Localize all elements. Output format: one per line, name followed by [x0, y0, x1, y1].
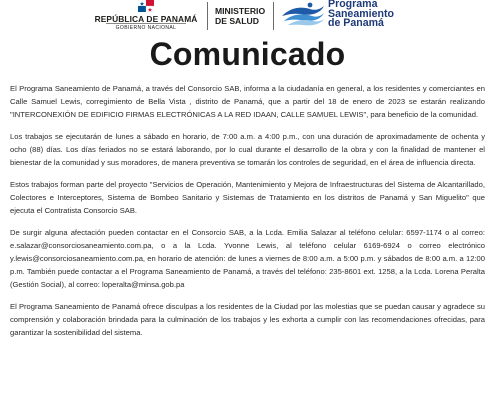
ministerio-salud-logo [215, 6, 265, 26]
paragraph-contacts: De surgir alguna afectación pueden contactar en el Consorcio SAB, a la Lcda. Emilia Salazar al teléfono celular: 6597-1174 o al correo: e.salazar@consorciosaneamiento.com.pa, o a la Lcda. Yvonne Lewis, al teléfono celular 6169-6924 o correo electrónico y.lewis@consorciosaneamiento.com.pa, en horario de atención: de lunes a viernes de 8:00 a.m. a 5:00 p.m. y sábados de 8:00 a.m. a 12:00 p.m. También puede contactar a el Programa Saneamiento de Panamá, a través del teléfono: 235-8601 ext. 1258, a la Lcda. Lorena Peralta (Gestión Social), al correo: loperalta@minsa.gob.pa [10, 228, 485, 289]
panama-flag-icon [138, 0, 154, 12]
program-label-line3: de Panamá [328, 17, 384, 30]
government-label: GOBIERNO NACIONAL [115, 25, 177, 31]
header-separator [207, 2, 208, 30]
header-separator [273, 2, 274, 30]
program-saneamiento-logo [328, 0, 394, 29]
header-logos [0, 0, 495, 34]
program-label-line1: Programa [328, 0, 378, 10]
paragraph-schedule: Los trabajos se ejecutarán de lunes a sábado en horario, de 7:00 a.m. a 4:00 p.m., con una duración de aproximadamente de ochenta y ocho (88) días. Los días feriados no se estará laborando, por lo cual durante el desarrollo de la obra y con la finalidad de mantener el bienestar de la comunidad y sus moradores, de manera preventiva se tomarán los controles de seguridad, en el área de influencia directa. [10, 132, 485, 167]
paragraph-intro: El Programa Saneamiento de Panamá, a través del Consorcio SAB, informa a la ciudadanía en general, a los residentes y comerciantes en Calle Samuel Lewis, corregimiento de Bella Vista , distrito de Panamá, que a partir del 18 de enero de 2023 se estarán realizando "INTERCONEXIÓN DE EDIFICIO FIRMAS ELECTRÓNICAS A LA RED IDAAN, CALLE SAMUEL LEWIS", para beneficio de la comunidad. [10, 84, 485, 119]
ministry-label-line1: MINISTERIO [215, 6, 266, 16]
program-label-line2: Saneamiento [328, 7, 394, 20]
republica-panama-logo [92, 0, 200, 34]
republic-label: REPÚBLICA DE PANAMÁ [94, 14, 198, 24]
communique-body [10, 82, 485, 339]
paragraph-project: Estos trabajos forman parte del proyecto "Servicios de Operación, Mantenimiento y Mejora de Infraestructuras del Sistema de Alcantarillado, Colectores e Interceptores, Sistema de Bombeo Sanitario y Sistemas de Tratamiento en los distritos de Panamá y San Miguelito" que ejecuta el Contratista Consorcio SAB. [10, 180, 485, 215]
divider-line [106, 23, 186, 24]
page-title: Comunicado [149, 36, 346, 72]
paragraph-apology: El Programa Saneamiento de Panamá ofrece disculpas a los residentes de la Ciudad por las molestias que se puedan causar y agradece su comprensión y colaboración brindada para la culminación de los trabajos y les exhorta a cumplir con las recomendaciones ofrecidas, para garantizar la sostenibilidad del sistema. [10, 302, 485, 337]
program-wave-logo-icon [280, 0, 326, 28]
ministry-label-line2: DE SALUD [215, 16, 259, 26]
